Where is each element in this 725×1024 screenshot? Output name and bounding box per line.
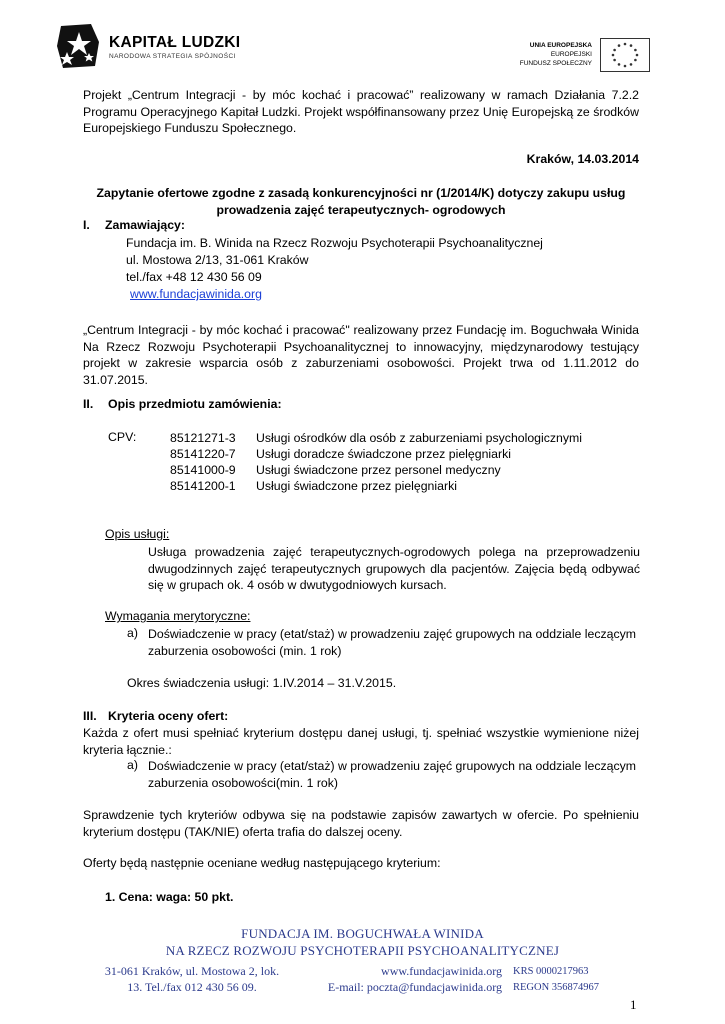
criteria-intro: Każda z ofert musi spełniać kryterium dostępu danej usługi, tj. spełniać wszystkie wymienione niżej kryteria łącznie.: — [83, 726, 639, 757]
cpv-code: 85141000-9 — [170, 463, 236, 477]
org-phone: tel./fax +48 12 430 56 09 — [126, 270, 262, 284]
eu-label-2: EUROPEJSKI — [550, 51, 592, 58]
eu-flag-icon — [600, 38, 650, 72]
document-title — [83, 185, 639, 218]
section-3-number: III. — [83, 709, 97, 723]
cpv-label: CPV: — [108, 430, 137, 444]
footer-address-1: 31-061 Kraków, ul. Mostowa 2, lok. — [104, 964, 280, 978]
footer-registry — [513, 964, 599, 996]
eu-logo — [510, 38, 650, 72]
footer-org-line-1: FUNDACJA IM. BOGUCHWAŁA WINIDA — [241, 926, 484, 941]
project-description: „Centrum Integracji - by móc kochać i pracować" realizowany przez Fundację im. Boguchwała Winida Na Rzecz Rozwoju Psychoterapii Psychoanalitycznej to innowacyjny, międzynarodowy testujący projekt w zakresie wsparcia osób z zaburzeniami osobowości. Projekt trwa od 1.11.2012 do 31.07.2015. — [83, 323, 639, 387]
eu-label-3: FUNDUSZ SPOŁECZNY — [519, 60, 592, 67]
kapital-ludzki-logo — [55, 22, 255, 70]
requirement-text: Doświadczenie w pracy (etat/staż) w prowadzeniu zajęć grupowych na oddziale leczącym zaburzenia osobowości (min. 1 rok) — [148, 627, 637, 658]
service-description: Usługa prowadzenia zajęć terapeutycznych-ogrodowych polega na przeprowadzeniu dwugodzinnych zajęć terapeutycznych grupowych dla pacjentów. Zajęcia będą odbywać się w grupach ok. 4 osób w dwutygodniowych kursach. — [148, 545, 640, 592]
logo-subtitle: NARODOWA STRATEGIA SPÓJNOŚCI — [109, 53, 236, 60]
cpv-description: Usługi świadczone przez personel medyczny — [256, 463, 501, 477]
footer-web[interactable]: www.fundacjawinida.org — [381, 964, 502, 978]
org-website-link[interactable]: www.fundacjawinida.org — [130, 287, 262, 301]
section-2-heading: Opis przedmiotu zamówienia: — [108, 397, 282, 411]
cpv-row — [170, 446, 620, 462]
service-period: Okres świadczenia usługi: 1.IV.2014 – 31.V.2015. — [127, 676, 397, 690]
service-heading: Opis usługi: — [105, 527, 170, 541]
footer-address-2: 13. Tel./fax 012 430 56 09. — [127, 980, 257, 994]
cpv-row — [170, 462, 620, 478]
section-1-number: I. — [83, 218, 90, 232]
footer-regon: REGON 356874967 — [513, 982, 600, 993]
criterion-text: Doświadczenie w pracy (etat/staż) w prowadzeniu zajęć grupowych na oddziale leczącym zaburzenia osobowości(min. 1 rok) — [148, 759, 637, 790]
cpv-code: 85121271-3 — [170, 431, 236, 445]
footer-org — [0, 925, 725, 959]
document-date: Kraków, 14.03.2014 — [526, 152, 639, 166]
cpv-row — [170, 478, 620, 494]
footer-contact — [310, 963, 502, 995]
requirement-marker: a) — [127, 626, 138, 640]
requirements-heading: Wymagania merytoryczne: — [105, 609, 251, 623]
title-line-1: Zapytanie ofertowe zgodne z zasadą konkurencyjności nr (1/2014/K) dotyczy zakupu usług — [96, 186, 626, 200]
cpv-description: Usługi ośrodków dla osób z zaburzeniami psychologicznymi — [256, 431, 583, 445]
cpv-code: 85141200-1 — [170, 479, 236, 493]
section-3-heading: Kryteria oceny ofert: — [108, 709, 229, 723]
page-number: 1 — [630, 997, 637, 1012]
verification-paragraph: Sprawdzenie tych kryteriów odbywa się na podstawie zapisów zawartych w ofercie. Po spełnieniu kryterium dostępu (TAK/NIE) oferta trafia do dalszej oceny. — [83, 808, 639, 839]
section-2-number: II. — [83, 397, 94, 411]
footer-org-line-2: NA RZECZ ROZWOJU PSYCHOTERAPII PSYCHOANALITYCZNEJ — [165, 943, 560, 958]
footer-email[interactable]: E-mail: poczta@fundacjawinida.org — [327, 980, 502, 994]
evaluation-sentence: Oferty będą następnie oceniane według następującego kryterium: — [83, 856, 441, 870]
section-1-heading: Zamawiający: — [105, 218, 185, 232]
price-criterion: 1. Cena: waga: 50 pkt. — [105, 890, 234, 904]
cpv-description: Usługi świadczone przez pielęgniarki — [256, 479, 457, 493]
footer-address — [92, 963, 292, 995]
cpv-row — [170, 430, 620, 446]
criterion-marker: a) — [127, 758, 138, 772]
org-name: Fundacja im. B. Winida na Rzecz Rozwoju Psychoterapii Psychoanalitycznej — [126, 236, 543, 250]
footer-krs: KRS 0000217963 — [513, 966, 589, 977]
kapital-ludzki-emblem-icon — [55, 22, 103, 70]
contact-block — [126, 235, 543, 303]
logo-title: KAPITAŁ LUDZKI — [109, 34, 241, 51]
title-line-2: prowadzenia zajęć terapeutycznych- ogrodowych — [216, 202, 506, 217]
intro-paragraph: Projekt „Centrum Integracji - by móc kochać i pracować” realizowany w ramach Działania 7.2.2 Programu Operacyjnego Kapitał Ludzki. Projekt współfinansowany przez Unię Europejską ze środków Europejskiego Funduszu Społecznego. — [83, 88, 639, 135]
cpv-description: Usługi doradcze świadczone przez pielęgniarki — [256, 447, 511, 461]
cpv-code: 85141220-7 — [170, 447, 236, 461]
org-address: ul. Mostowa 2/13, 31-061 Kraków — [126, 253, 309, 267]
eu-label-1: UNIA EUROPEJSKA — [529, 42, 592, 49]
